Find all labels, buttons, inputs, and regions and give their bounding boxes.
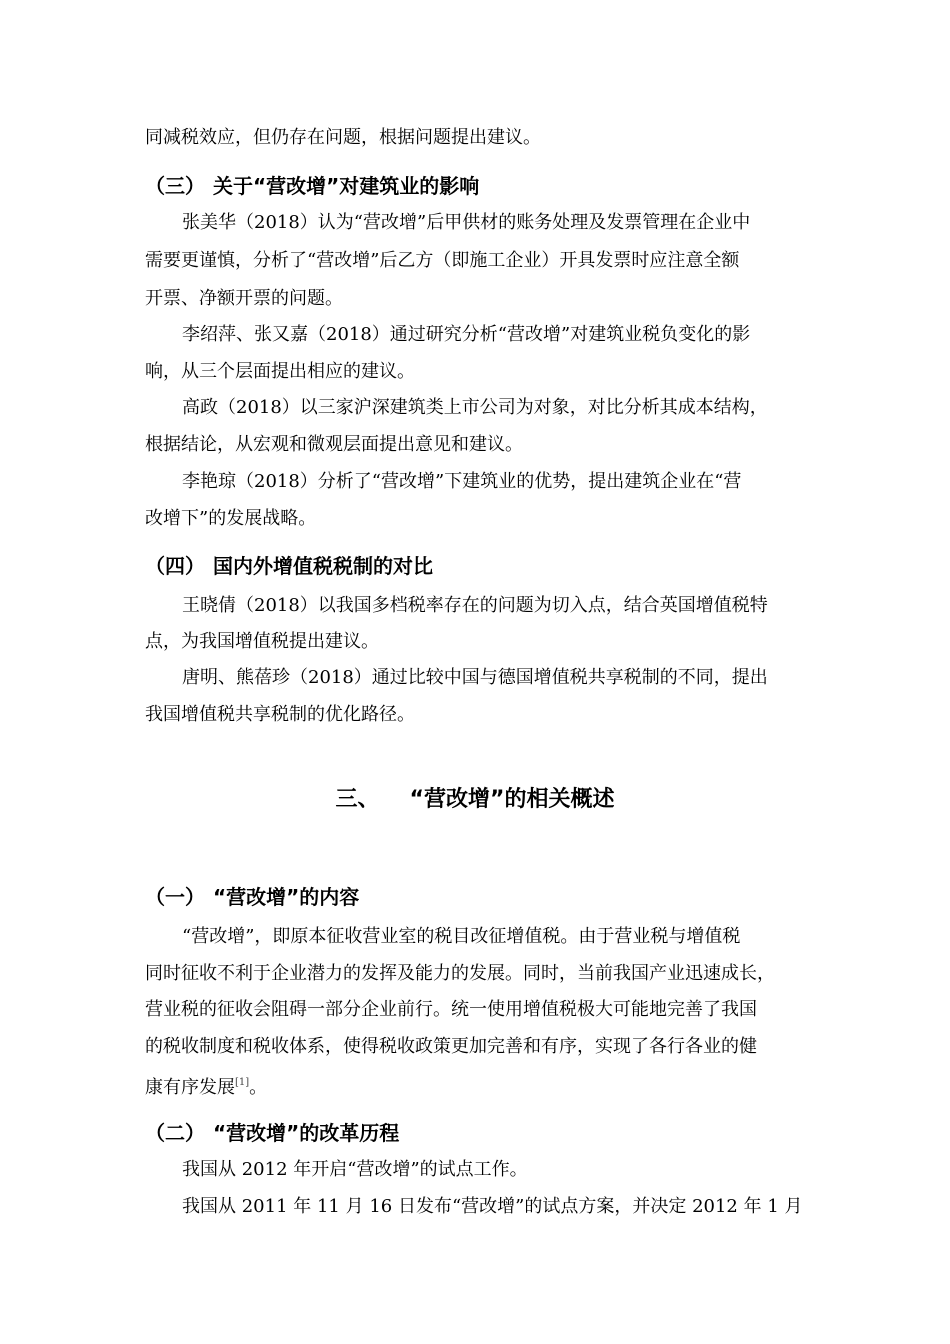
paragraph-line: 李艳琼（2018）分析了“营改增”下建筑业的优势，提出建筑企业在“营 (182, 471, 742, 492)
paragraph-line: 开票、净额开票的问题。 (145, 288, 343, 309)
paragraph-continuation: 同减税效应，但仍存在问题，根据问题提出建议。 (145, 127, 541, 148)
paragraph-end: 。 (249, 1077, 268, 1098)
subsection-heading-1 (145, 884, 359, 910)
paragraph-text: 康有序发展 (145, 1077, 235, 1098)
paragraph-line: 响，从三个层面提出相应的建议。 (145, 361, 415, 382)
section-title: “营改增”的改革历程 (213, 1121, 400, 1145)
paragraph-line: 点，为我国增值税提出建议。 (145, 631, 379, 652)
paragraph-line: 改增下”的发展战略。 (145, 508, 317, 529)
paragraph-line: 唐明、熊蓓珍（2018）通过比较中国与德国增值税共享税制的不同，提出 (182, 667, 768, 688)
paragraph-line: “营改增”，即原本征收营业室的税目改征增值税。由于营业税与增值税 (182, 926, 741, 947)
paragraph-line: 我国从 2011 年 11 月 16 日发布“营改增”的试点方案，并决定 2012 年 1 月 (182, 1196, 803, 1217)
citation-reference[interactable]: [1] (235, 1077, 250, 1088)
paragraph-line (145, 1071, 267, 1100)
section-number: （四） (145, 554, 205, 578)
paragraph-line: 的税收制度和税收体系，使得税收政策更加完善和有序，实现了各行各业的健 (145, 1036, 757, 1057)
paragraph-line: 营业税的征收会阻碍一部分企业前行。统一使用增值税极大可能地完善了我国 (145, 999, 757, 1020)
paragraph-line: 我国增值税共享税制的优化路径。 (145, 704, 415, 725)
paragraph-line: 高政（2018）以三家沪深建筑类上市公司为对象，对比分析其成本结构， (182, 397, 768, 418)
paragraph-line: 需要更谨慎，分析了“营改增”后乙方（即施工企业）开具发票时应注意全额 (145, 250, 740, 271)
subsection-heading-2 (145, 1120, 399, 1146)
section-number: （一） (145, 885, 205, 909)
section-number: （三） (145, 174, 205, 198)
section-title: “营改增”的内容 (213, 885, 360, 909)
chapter-number: 三、 (335, 787, 380, 812)
paragraph-line: 同时征收不利于企业潜力的发挥及能力的发展。同时，当前我国产业迅速成长， (145, 963, 775, 984)
section-heading-3 (145, 173, 479, 199)
paragraph-line: 我国从 2012 年开启“营改增”的试点工作。 (182, 1159, 528, 1180)
paragraph-line: 李绍萍、张又嘉（2018）通过研究分析“营改增”对建筑业税负变化的影 (182, 324, 751, 345)
section-number: （二） (145, 1121, 205, 1145)
section-heading-4 (145, 553, 433, 579)
chapter-title: “营改增”的相关概述 (409, 787, 615, 812)
paragraph-line: 王晓倩（2018）以我国多档税率存在的问题为切入点，结合英国增值税特 (182, 595, 768, 616)
section-title: 国内外增值税税制的对比 (213, 554, 433, 578)
paragraph-line: 张美华（2018）认为“营改增”后甲供材的账务处理及发票管理在企业中 (182, 212, 751, 233)
paragraph-line: 根据结论，从宏观和微观层面提出意见和建议。 (145, 434, 523, 455)
chapter-heading (0, 785, 950, 815)
section-title: 关于“营改增”对建筑业的影响 (213, 174, 480, 198)
